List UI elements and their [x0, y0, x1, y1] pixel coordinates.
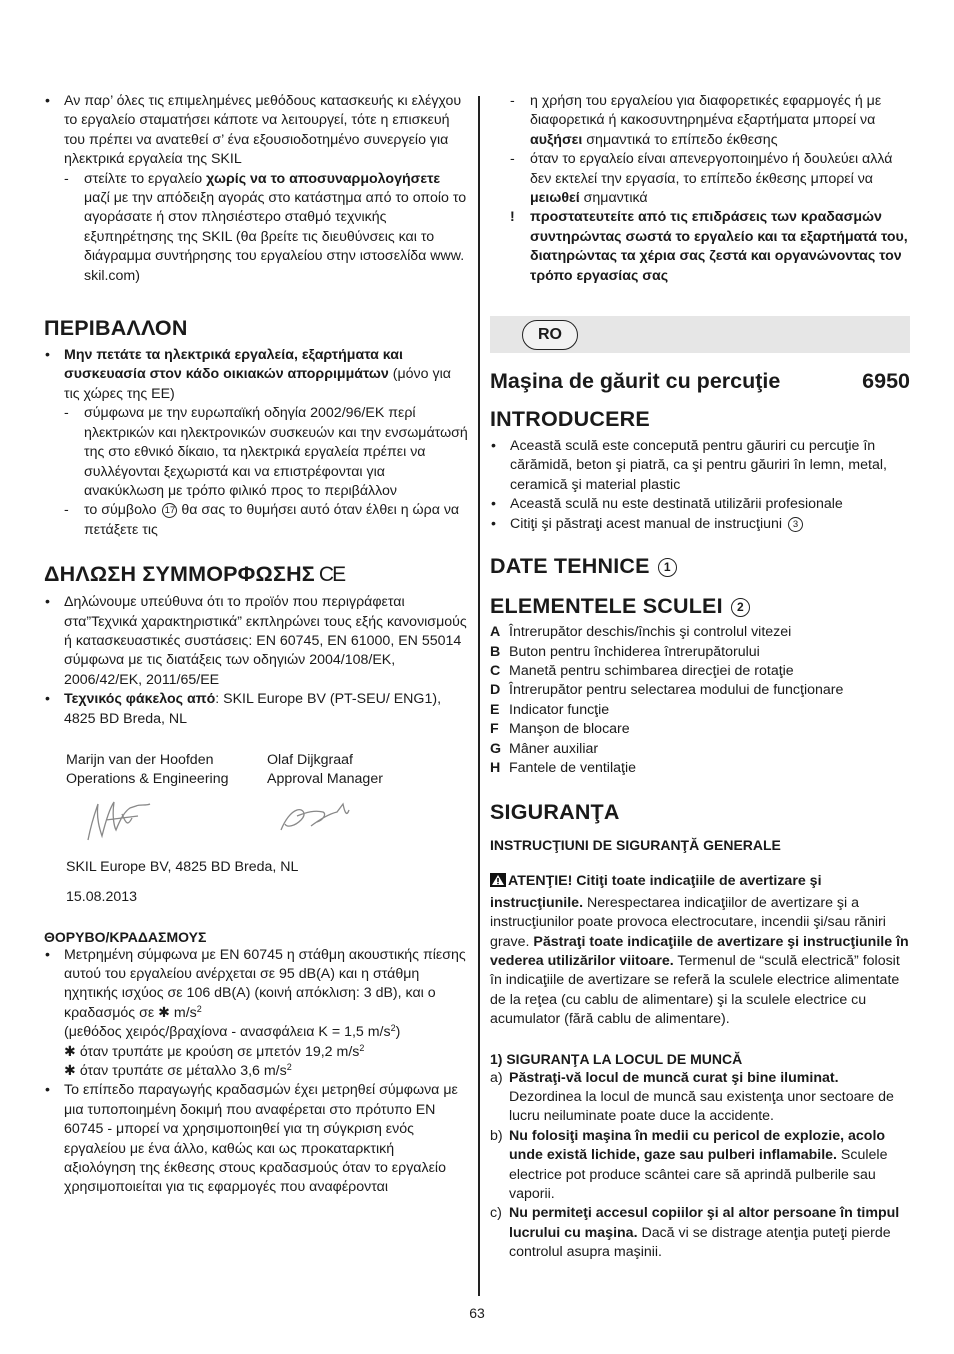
circled-number: 3 — [788, 517, 803, 532]
tool-elements-heading: ELEMENTELE SCULEI 2 — [490, 594, 910, 618]
asterisk-icon: ✱ — [158, 1004, 170, 1021]
list-item: B Buton pentru închiderea întrerupătorului — [490, 643, 760, 660]
intro-bullet-2: • Această sculă nu este destinată utilizării profesionale — [490, 495, 910, 514]
repair-bullet: • Αν παρ’ όλες τις επιμελημένες μεθόδους κατασκευής κι ελέγχου το εργαλείο σταματήσει κάποτε να λειτουργεί, τότε η επισκευή του πρέπει να ανατεθεί σ’ ένα εξουσιοδοτημένο συνεργείο για ηλεκτρικά εργαλεία της SKIL — [44, 92, 468, 170]
environment-dash-symbol: - το σύμβολο 17 θα σας το θυμήσει αυτό όταν έλθει η ώρα να πετάξετε τις — [44, 501, 468, 540]
tool-elements-list — [490, 623, 910, 778]
asterisk-icon: ✱ — [64, 1063, 76, 1080]
technical-data-heading: DATE TEHNICE 1 — [490, 554, 910, 578]
workplace-safety-list — [490, 1069, 910, 1263]
warning-triangle-icon — [490, 873, 506, 893]
declaration-bullet: • Δηλώνουμε υπεύθυνα ότι το προϊόν που περιγράφεται στα”Τεχνικά χαρακτηριστικά” εκπληρώνει τους εξής κανονισμούς ή κατασκευαστικές συστάσεις: EN 60745, EN 61000, EN 55014 σύμφωνα με τις διατάξεις των οδηγιών 2004/108/EK, 2006/42/EK, 2011/65/EE — [44, 593, 468, 690]
signatory-1-role: Operations & Engineering — [66, 771, 229, 788]
circled-number: 1 — [658, 558, 677, 577]
product-number: 6950 — [862, 369, 910, 394]
signatory-1 — [66, 751, 267, 850]
vibration-bullet: • Το επίπεδο παραγωγής κραδασμών έχει μετρηθεί σύμφωνα με μια τυποποιημένη δοκιμή που αναφέρεται στο πρότυπο EN 60745 - μπορεί να χρησιμοποιηθεί για τη σύγκριση ενός εργαλείου με ένα άλλο, καθώς και ως προκαταρκτική αξιολόγηση της έκθεσης στους κραδασμούς όταν το εργαλείο χρησιμοποιείται για τις εφαρμογές που αναφέρονται — [44, 1081, 468, 1197]
list-item: E Indicator funcţie — [490, 701, 610, 718]
signature-block — [44, 751, 468, 850]
language-header-bar — [490, 316, 910, 353]
environment-dash-directive: - σύμφωνα με την ευρωπαϊκή οδηγία 2002/96/ΕΚ περί ηλεκτρικών και ηλεκτρονικών συσκευών και την ενσωμάτωσή της στο εθνικό δίκαιο, τα ηλεκτρικά εργαλεία πρέπει να συλλέγονται ξεχωριστά και να επιστρέφονται για ανακύκλωση με τρόπο φιλικό προς το περιβάλλον — [44, 404, 468, 501]
intro-bullet-3: • Citiţi şi păstraţi acest manual de instrucţiuni 3 — [490, 515, 910, 534]
product-title-row — [490, 369, 910, 393]
circled-number: 17 — [162, 503, 177, 518]
list-item: D Întrerupător pentru selectarea modului de funcţionare — [490, 682, 844, 699]
exposure-dash-increase: - η χρήση του εργαλείου για διαφορετικές εφαρμογές ή με διαφορετικά ή κακοσυντηρημένα εξαρτήματα μπορεί να αυξήσει σημαντικά το επίπεδο έκθεσης — [490, 92, 910, 150]
signature-2-image — [267, 790, 468, 850]
signatory-2-name: Olaf Dijkgraaf — [267, 751, 353, 768]
noise-heading: ΘΟΡΥΒΟ/ΚΡΑΔΑΣΜΟΥΣ — [44, 928, 207, 945]
workplace-safety-heading: 1) SIGURANŢA LA LOCUL DE MUNCĂ — [490, 1050, 743, 1067]
page-number: 63 — [469, 1305, 485, 1321]
list-item: A Întrerupător deschis/închis şi controlul vitezei — [490, 624, 792, 641]
intro-bullet-1: • Această sculă este concepută pentru găuriri cu percuţie în cărămidă, beton şi piatră, ca şi pentru găuriri în lemn, metal, ceramică şi material plastic — [490, 437, 910, 495]
list-item: b) Nu folosiţi maşina în medii cu pericol de explozie, acolo unde există lichide, gaze sau pulberi inflamabile. Sculele electrice pot produce scântei care să aprindă pulberile sau vaporii. — [490, 1127, 888, 1203]
left-column — [44, 92, 468, 1198]
product-title: Maşina de găurit cu percuţie — [490, 369, 781, 394]
signatory-2-role: Approval Manager — [267, 771, 383, 788]
safety-heading: SIGURANŢA — [490, 800, 620, 825]
list-item: c) Nu permiteţi accesul copiilor şi al altor persoane în timpul lucrului cu maşina. Dacă vi se distrage atenţia puteţi pierde controlul asupra maşinii. — [490, 1205, 900, 1261]
list-item: F Manşon de blocare — [490, 721, 630, 738]
list-item: C Manetă pentru schimbarea direcţiei de rotaţie — [490, 662, 794, 679]
list-item: G Mâner auxiliar — [490, 740, 599, 757]
column-divider — [478, 96, 480, 1296]
language-badge: RO — [522, 320, 578, 350]
signatory-2 — [267, 751, 468, 850]
signature-1-image — [66, 790, 267, 850]
circled-number: 2 — [731, 598, 750, 617]
noise-bullet: • Μετρημένη σύμφωνα με EN 60745 η στάθμη ακουστικής πίεσης αυτού του εργαλείου ανέρχεται σε 95 dB(A) και η στάθμη ηχητικής ισχύος σε 106 dB(A) (κοινή απόκλιση: 3 dB), και ο κραδασμός σε ✱ $m/s^2$ (μεθόδος χειρός/βραχίονα - ανασφάλεια K = 1,5 $m/s^2$) ✱ όταν τρυπάτε με κρούση σε μπετόν 19,2 $m/s^2$ ✱ όταν τρυπάτε σε μέταλλο 3,6 $m/s^2$ — [44, 946, 468, 1082]
environment-bullet: • Μην πετάτε τα ηλεκτρικά εργαλεία, εξαρτήματα και συσκευασία στον κάδο οικιακών απορριμμάτων (μόνο για τις χώρες της ΕΕ) — [44, 346, 468, 404]
asterisk-icon: ✱ — [64, 1043, 76, 1060]
signatory-1-name: Marijn van der Hoofden — [66, 751, 214, 768]
protection-warning: ! προστατευτείτε από τις επιδράσεις των κραδασμών συντηρώντας σωστά το εργαλείο και τα εξαρτήματά του, διατηρώντας τα χέρια σας ζεστά και οργανώνοντας τον τρόπο εργασίας σας — [490, 208, 910, 286]
general-warning-paragraph: ATENŢIE! Citiţi toate indicaţiile de avertizare şi instrucţiunile. Nerespectarea indicaţiilor de avertizare şi a instrucţiunilor poate provoca electrocutare, incendii şi/sau răniri grave. Păstraţi toate indicaţiile de avertizare şi instrucţiunile în vederea utilizărilor viitoare. Termenul de “sculă electrică” folosit în indicaţiile de avertizare se referă la sculele electrice alimentate de la reţea (cu cablu de alimentare) şi la sculele electrice cu acumulator (fără cablu de alimentare). — [490, 873, 909, 1028]
company-address: SKIL Europe BV, 4825 BD Breda, NL — [66, 858, 299, 875]
right-column — [490, 92, 910, 1263]
declaration-date: 15.08.2013 — [66, 889, 138, 906]
exposure-dash-decrease: - όταν το εργαλείο είναι απενεργοποιημένο ή δουλεύει αλλά δεν εκτελεί την εργασία, το επίπεδο έκθεσης μπορεί να μειωθεί σημαντικά — [490, 150, 910, 208]
declaration-heading: ΔΗΛΩΣΗ ΣΥΜΜΟΡΦΩΣΗΣ CE — [44, 562, 345, 587]
list-item: H Fantele de ventilaţie — [490, 759, 636, 776]
repair-dash: - στείλτε το εργαλείο χωρίς να το αποσυναρμολογήσετε μαζί με την απόδειξη αγοράς στο κατάστημα από το οποίο το αγοράσατε ή στον πλησιέστερο σταθμό τεχνικής εξυπηρέτησης της SKIL (θα βρείτε τις διευθύνσεις και το διάγραμμα συντήρησης του εργαλείου στην ιστοσελίδα www. skil.com) — [44, 170, 468, 286]
environment-heading: ΠΕΡΙΒΑΛΛΟΝ — [44, 316, 188, 341]
general-safety-subheading: INSTRUCŢIUNI DE SIGURANŢĂ GENERALE — [490, 837, 781, 854]
technical-file-bullet: • Τεχνικός φάκελος από: SKIL Europe BV (PT-SEU/ ENG1), 4825 BD Breda, NL — [44, 690, 468, 729]
introduction-heading: INTRODUCERE — [490, 407, 650, 432]
ce-mark-icon: CE — [318, 563, 345, 587]
list-item: a) Păstraţi-vă locul de muncă curat şi bine iluminat. Dezordinea la locul de muncă sau existenţa unor sectoare de lucru neiluminate poate duce la accidente. — [490, 1069, 894, 1125]
